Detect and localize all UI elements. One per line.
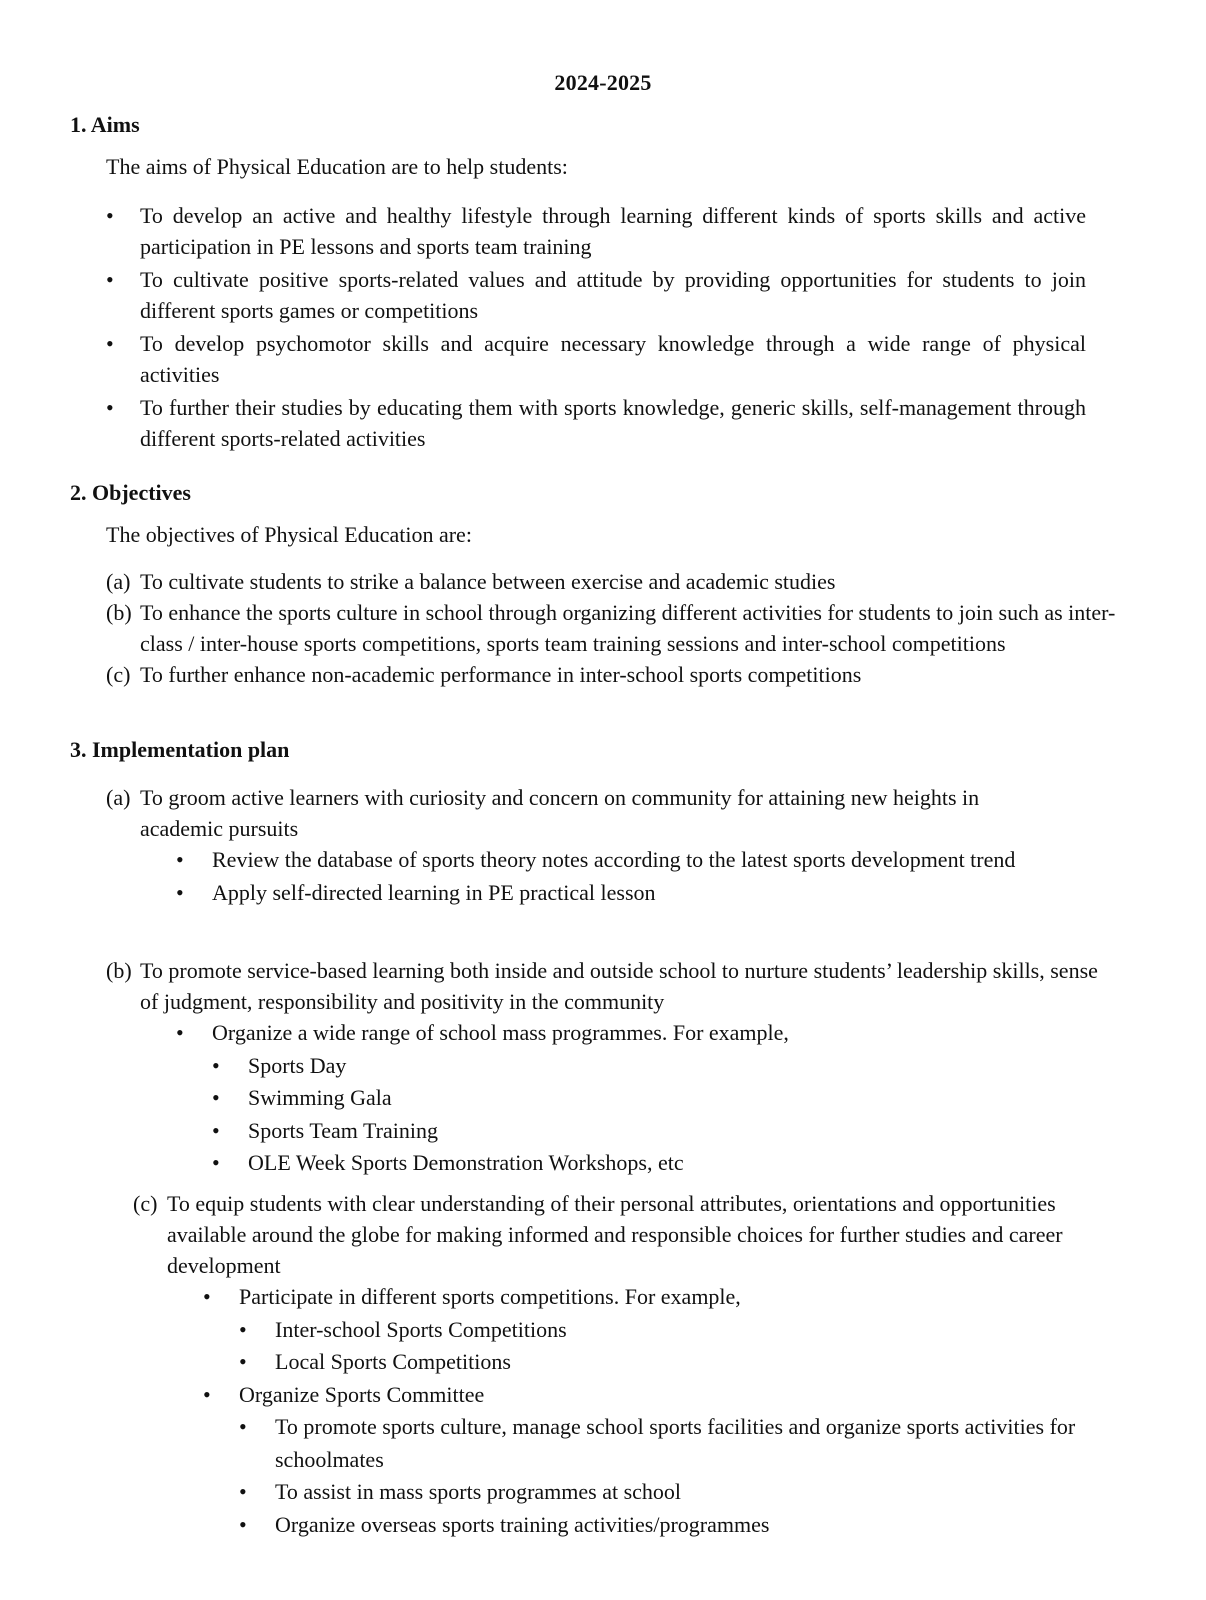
aims-heading: 1. Aims (70, 112, 140, 137)
plan-c-competition-examples (239, 1314, 1123, 1379)
item-text: To further enhance non-academic performance in inter-school sports competitions (140, 662, 862, 687)
item-marker: (c) (106, 662, 131, 687)
list-item (106, 597, 1126, 659)
list-item: • To develop psychomotor skills and acquire necessary knowledge through a wide range of physical activities (106, 328, 1086, 390)
item-text: To cultivate students to strike a balance between exercise and academic studies (140, 569, 836, 594)
plan-item-a (106, 782, 1066, 909)
item-text: To groom active learners with curiosity and concern on community for attaining new heights in academic pursuits (140, 785, 980, 841)
item-text: Organize Sports Committee (239, 1381, 485, 1407)
list-item: • Organize overseas sports training activities/programmes (239, 1509, 1123, 1542)
plan-c-committee-examples (239, 1411, 1123, 1541)
item-marker: (a) (106, 785, 131, 810)
list-item: • Local Sports Competitions (239, 1346, 1123, 1379)
objectives-intro: The objectives of Physical Education are: (106, 522, 472, 547)
list-item (106, 659, 1126, 690)
list-item: • To promote sports culture, manage school sports facilities and organize sports activities for schoolmates (239, 1411, 1123, 1476)
plan-item-b (106, 955, 1116, 1180)
list-item: • To cultivate positive sports-related values and attitude by providing opportunities for students to join different sports games or competitions (106, 264, 1086, 326)
plan-item-head (133, 1188, 1123, 1281)
plan-c-bullets (203, 1281, 1123, 1541)
item-text: Participate in different sports competitions. For example, (239, 1284, 741, 1309)
list-item: • To assist in mass sports programmes at school (239, 1476, 1123, 1509)
item-text: To enhance the sports culture in school through organizing different activities for students to join such as inter-class / inter-house sports competitions, sports team training sessions and inter-school competitions (140, 600, 1116, 656)
list-item: • To further their studies by educating them with sports knowledge, generic skills, self-management through different sports-related activities (106, 392, 1086, 454)
item-text: To equip students with clear understanding of their personal attributes, orientations and opportunities available around the globe for making informed and responsible choices for further studies and career development (167, 1191, 1063, 1278)
plan-item-head (106, 782, 1066, 844)
plan-a-bullets (176, 844, 1066, 909)
item-marker: (b) (106, 958, 132, 983)
list-item: • To develop an active and healthy lifestyle through learning different kinds of sports skills and active participation in PE lessons and sports team training (106, 200, 1086, 262)
list-item: • Swimming Gala (212, 1082, 1116, 1115)
item-marker: (c) (133, 1191, 158, 1216)
list-item: • Apply self-directed learning in PE practical lesson (176, 877, 1066, 910)
objectives-heading: 2. Objectives (70, 480, 191, 505)
list-item (106, 566, 1126, 597)
list-item: • OLE Week Sports Demonstration Workshops, etc (212, 1147, 1116, 1180)
list-item: • Sports Day (212, 1050, 1116, 1083)
plan-item-c (133, 1188, 1123, 1541)
list-item (203, 1281, 1123, 1379)
plan-b-examples (212, 1050, 1116, 1180)
list-item: • Review the database of sports theory notes according to the latest sports development trend (176, 844, 1066, 877)
item-text: To promote service-based learning both inside and outside school to nurture students’ leadership skills, sense of judgment, responsibility and positivity in the community (140, 958, 1098, 1014)
plan-heading: 3. Implementation plan (70, 737, 290, 762)
list-item: • Inter-school Sports Competitions (239, 1314, 1123, 1347)
aims-list (106, 200, 1086, 456)
item-marker: (a) (106, 569, 131, 594)
item-marker: (b) (106, 600, 132, 625)
aims-intro: The aims of Physical Education are to help students: (106, 154, 568, 179)
list-item: • Sports Team Training (212, 1115, 1116, 1148)
list-item (203, 1379, 1123, 1542)
item-text: Organize a wide range of school mass programmes. For example, (212, 1020, 789, 1045)
plan-item-head (106, 955, 1116, 1017)
objectives-list (106, 566, 1126, 690)
plan-b-bullets (176, 1017, 1116, 1180)
document-title: 2024-2025 (554, 70, 652, 95)
list-item (176, 1017, 1116, 1180)
